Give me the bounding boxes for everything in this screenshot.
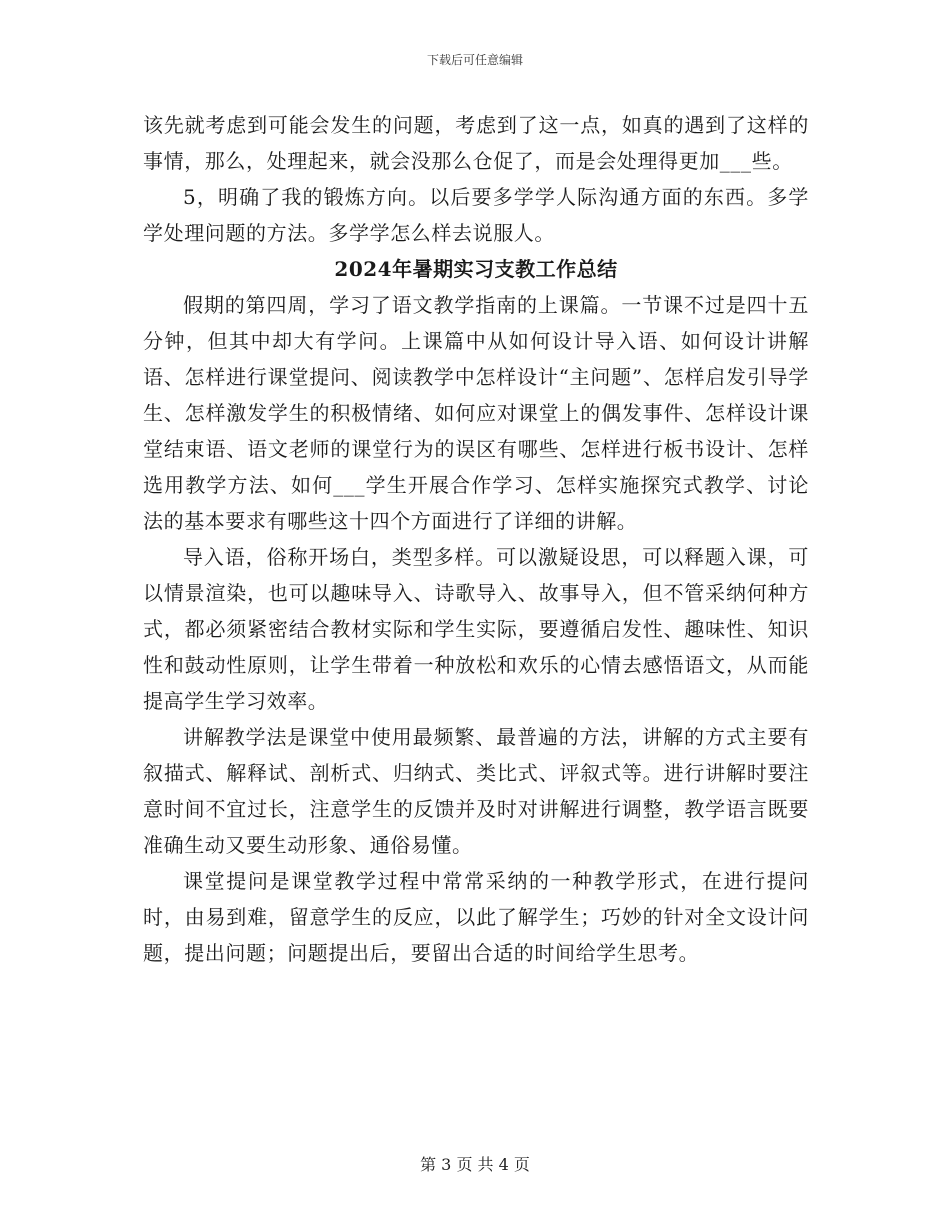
page-header: 下载后可任意编辑: [426, 53, 523, 67]
paragraph-intro: 假期的第四周，学习了语文教学指南的上课篇。一节课不过是四十五分钟，但其中却大有学问。上课篇中从如何设计导入语、如何设计讲解语、怎样进行课堂提问、阅读教学中怎样设计“主问题”、怎样启发引导学生、怎样激发学生的积极情绪、如何应对课堂上的偶发事件、怎样设计课堂结束语、语文老师的课堂行为的误区有哪些、怎样进行板书设计、怎样选用教学方法、如何___学生开展合作学习、怎样实施探究式教学、讨论法的基本要求有哪些这十四个方面进行了详细的讲解。: [143, 293, 809, 533]
page-footer: 第 3 页 共 4 页: [420, 1155, 530, 1174]
document-body: [143, 107, 809, 971]
paragraph-explanation: 讲解教学法是课堂中使用最频繁、最普遍的方法，讲解的方式主要有叙描式、解释试、剖析式、归纳式、类比式、评叙式等。进行讲解时要注意时间不宜过长，注意学生的反馈并及时对讲解进行调整，教学语言既要准确生动又要生动形象、通俗易懂。: [143, 725, 809, 857]
paragraph-item-5: 5，明确了我的锻炼方向。以后要多学学人际沟通方面的东西。多学学处理问题的方法。多学学怎么样去说服人。: [143, 185, 809, 245]
section-title: 2024年暑期实习支教工作总结: [334, 257, 618, 281]
paragraph-lead-in: 导入语，俗称开场白，类型多样。可以激疑设思，可以释题入课，可以情景渲染，也可以趣味导入、诗歌导入、故事导入，但不管采纳何种方式，都必须紧密结合教材实际和学生实际，要遵循启发性、趣味性、知识性和鼓动性原则，让学生带着一种放松和欢乐的心情去感悟语文，从而能提高学生学习效率。: [143, 545, 809, 713]
paragraph-questioning: 课堂提问是课堂教学过程中常常采纳的一种教学形式，在进行提问时，由易到难，留意学生的反应，以此了解学生；巧妙的针对全文设计问题，提出问题；问题提出后，要留出合适的时间给学生思考。: [143, 869, 809, 965]
paragraph-continuation: 该先就考虑到可能会发生的问题，考虑到了这一点，如真的遇到了这样的事情，那么，处理起来，就会没那么仓促了，而是会处理得更加___些。: [143, 113, 809, 173]
